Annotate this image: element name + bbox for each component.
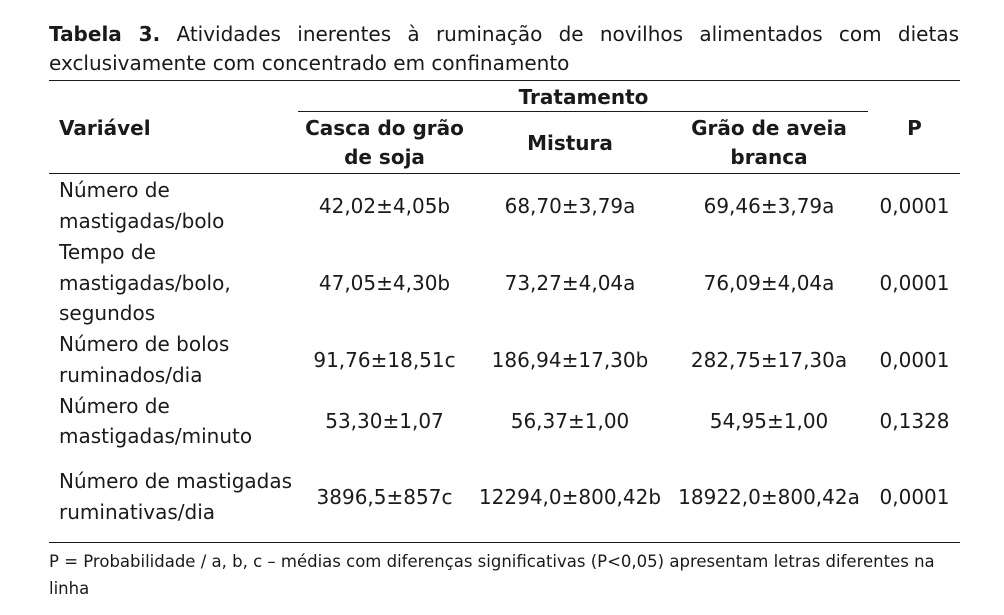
table-row <box>49 390 960 452</box>
cell-p: 0,0001 <box>879 193 950 218</box>
row-variable: Número de mastigadas/bolo <box>59 178 225 233</box>
caption-label: Tabela 3. <box>49 22 161 46</box>
header-col-mistura: Mistura <box>527 130 613 155</box>
cell-mistura: 12294,0±800,42b <box>478 484 662 509</box>
bottom-rule <box>49 542 960 543</box>
table-row <box>49 174 960 237</box>
header-tratamento: Tratamento <box>518 84 649 109</box>
row-variable: Tempo de mastigadas/bolo, segundos <box>59 240 231 326</box>
cell-casca: 3896,5±857c <box>316 484 453 509</box>
cell-p: 0,0001 <box>879 484 950 509</box>
cell-aveia: 282,75±17,30a <box>690 347 848 372</box>
cell-aveia: 18922,0±800,42a <box>678 484 860 509</box>
table-row <box>49 452 960 541</box>
row-variable: Número de mastigadas ruminativas/dia <box>59 469 293 524</box>
caption-text: Atividades inerentes à ruminação de novilhos alimentados com dietas exclusivamente com concentrado em confinamento <box>49 22 959 75</box>
table-row <box>49 329 960 390</box>
cell-p: 0,0001 <box>879 271 950 295</box>
data-table <box>49 82 960 541</box>
cell-casca: 91,76±18,51c <box>313 347 456 372</box>
cell-casca: 47,05±4,30b <box>318 271 451 295</box>
cell-casca: 42,02±4,05b <box>318 193 451 218</box>
cell-mistura: 186,94±17,30b <box>491 347 649 372</box>
cell-mistura: 56,37±1,00 <box>510 409 630 433</box>
table-row <box>49 237 960 329</box>
row-variable: Número de mastigadas/minuto <box>59 393 253 448</box>
cell-aveia: 54,95±1,00 <box>709 409 829 433</box>
header-variable: Variável <box>59 116 151 140</box>
cell-casca: 53,30±1,07 <box>325 409 444 433</box>
cell-mistura: 68,70±3,79a <box>504 193 636 218</box>
cell-p: 0,0001 <box>879 347 950 372</box>
table-footnote: P = Probabilidade / a, b, c – médias com diferenças significativas (P<0,05) apresentam letras diferentes na linha <box>49 552 935 598</box>
header-col-aveia: Grão de aveia branca <box>691 116 847 169</box>
header-col-casca: Casca do grão de soja <box>305 116 464 169</box>
top-rule <box>49 80 960 81</box>
cell-aveia: 76,09±4,04a <box>703 271 835 295</box>
row-variable: Número de bolos ruminados/dia <box>59 332 230 387</box>
cell-mistura: 73,27±4,04a <box>504 271 636 295</box>
header-p: P <box>907 115 922 140</box>
cell-p: 0,1328 <box>879 409 950 433</box>
cell-aveia: 69,46±3,79a <box>703 193 835 218</box>
table-caption <box>49 20 959 78</box>
